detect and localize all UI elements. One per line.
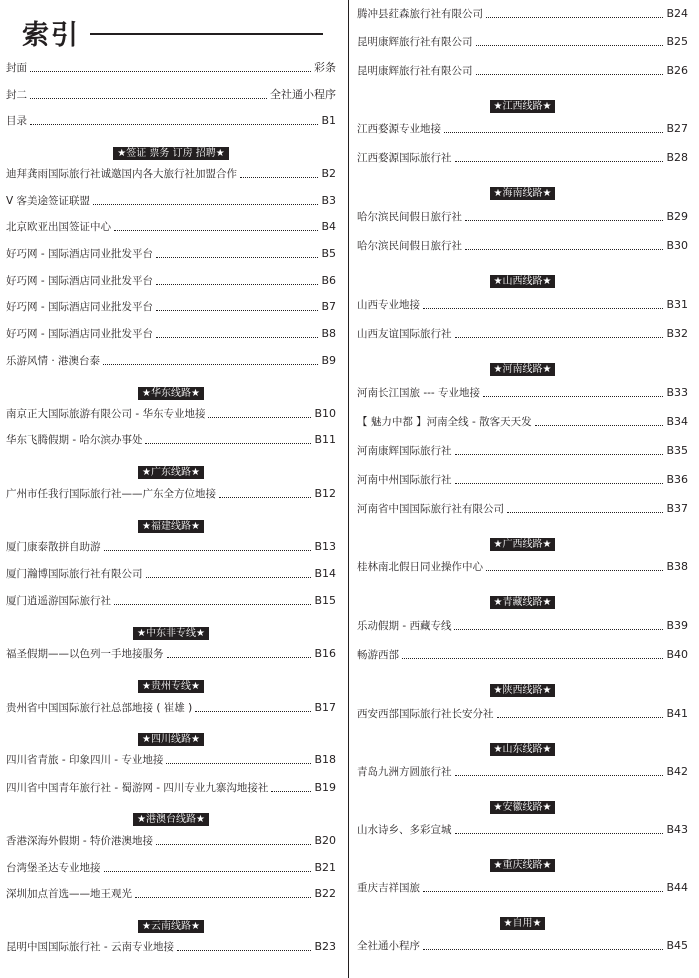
section-label: ★广西线路★ [490,538,556,551]
entry-title: 南京正大国际旅游有限公司 - 华东专业地接 [6,408,206,420]
entry-page: B29 [666,210,688,223]
section-label: ★华东线路★ [138,387,204,400]
entry-title: 厦门逍遥游国际旅行社 [6,595,111,607]
column-divider [348,0,349,978]
entry-title: 山西友谊国际旅行社 [357,328,452,340]
section-label: ★山东线路★ [490,743,556,756]
dot-leader [166,763,311,764]
index-entry[interactable] [357,554,688,574]
entry-page: B1 [321,114,336,127]
section-header [6,514,336,532]
section-header [6,807,336,825]
section-header [357,181,688,199]
entry-title: 河南康辉国际旅行社 [357,445,452,457]
entry-title: 昆明康辉旅行社有限公司 [357,36,473,48]
entry-title: 广州市任我行国际旅行社——广东全方位地接 [6,488,216,500]
entry-page: B42 [666,765,688,778]
dot-leader [30,98,267,99]
entry-page: B12 [314,487,336,500]
entry-page: B44 [666,881,688,894]
index-entry[interactable] [357,29,688,49]
index-entry[interactable] [6,855,336,875]
entry-page: B43 [666,823,688,836]
dot-leader [177,950,311,951]
index-entry[interactable] [357,438,688,458]
entry-page: B22 [314,887,336,900]
index-entry[interactable] [6,108,336,128]
section-header [357,532,688,550]
section-header [357,357,688,375]
section-header [6,621,336,639]
section-label: ★贵州专线★ [138,680,204,693]
entry-page: B31 [666,298,688,311]
dot-leader [103,364,318,365]
index-entry[interactable] [357,58,688,78]
entry-title: 西安西部国际旅行社长安分社 [357,708,494,720]
entry-page: B30 [666,239,688,252]
dot-leader [465,249,663,250]
dot-leader [104,871,312,872]
entry-title: 目录 [6,115,27,127]
entry-title: 畅游西部 [357,649,399,661]
index-entry[interactable] [357,116,688,136]
dot-leader [476,45,664,46]
section-label: ★签证 票务 订房 招聘★ [113,147,228,160]
index-entry[interactable] [357,613,688,633]
index-entry[interactable] [6,561,336,581]
dot-leader [240,177,318,178]
entry-title: 深圳加点首选——地王观光 [6,888,132,900]
dot-leader [454,629,663,630]
dot-leader [145,443,311,444]
entry-title: 河南中州国际旅行社 [357,474,452,486]
entry-title: 福圣假期——以色列一手地接服务 [6,648,164,660]
index-entry[interactable] [6,321,336,341]
dot-leader [486,570,663,571]
index-entry[interactable] [6,775,336,795]
index-entry[interactable] [6,188,336,208]
entry-page: B33 [666,386,688,399]
dot-leader [455,337,664,338]
index-entry[interactable] [357,933,688,953]
dot-leader [167,657,312,658]
dot-leader [156,337,318,338]
entry-title: 好巧网 - 国际酒店同业批发平台 [6,301,153,313]
entry-page: B34 [666,415,688,428]
entry-page: B18 [314,753,336,766]
dot-leader [156,284,318,285]
index-entry[interactable] [6,534,336,554]
entry-page: B14 [314,567,336,580]
section-label: ★重庆线路★ [490,859,556,872]
title-rule [90,33,323,35]
section-label: ★陕西线路★ [490,684,556,697]
dot-leader [444,132,663,133]
index-entry[interactable] [357,292,688,312]
dot-leader [146,577,312,578]
dot-leader [483,396,663,397]
dot-leader [497,717,664,718]
entry-page: B4 [321,220,336,233]
section-label: ★福建线路★ [138,520,204,533]
entry-page: B27 [666,122,688,135]
entry-title: 封二 [6,89,27,101]
entry-title: 山水诗乡、多彩宣城 [357,824,452,836]
entry-title: 哈尔滨民间假日旅行社 [357,211,462,223]
dot-leader [455,833,664,834]
entry-title: 昆明康辉旅行社有限公司 [357,65,473,77]
dot-leader [455,483,664,484]
section-label: ★四川线路★ [138,733,204,746]
index-entry[interactable] [6,294,336,314]
index-entry[interactable] [6,481,336,501]
entry-title: 四川省青旅 - 印象四川 - 专业地接 [6,754,164,766]
section-label: ★河南线路★ [490,363,556,376]
dot-leader [195,711,311,712]
entry-page: B45 [666,939,688,952]
dot-leader [535,425,664,426]
dot-leader [156,844,311,845]
section-header [357,678,688,696]
entry-title: 华东飞腾假期 - 哈尔滨办事处 [6,434,143,446]
entry-page: B24 [666,7,688,20]
index-entry[interactable] [357,233,688,253]
index-entry[interactable] [357,1,688,21]
entry-title: 腾冲县荭森旅行社有限公司 [357,8,483,20]
index-entry[interactable] [6,881,336,901]
entry-page: B25 [666,35,688,48]
section-label: ★海南线路★ [490,187,556,200]
entry-page: B26 [666,64,688,77]
index-entry[interactable] [6,588,336,608]
dot-leader [104,550,312,551]
section-header [357,737,688,755]
entry-page: B37 [666,502,688,515]
section-header [357,94,688,112]
section-header [6,674,336,692]
index-entry[interactable] [357,204,688,224]
section-header [6,727,336,745]
entry-page: B20 [314,834,336,847]
entry-title: 好巧网 - 国际酒店同业批发平台 [6,275,153,287]
dot-leader [465,220,663,221]
index-entry[interactable] [6,427,336,447]
entry-title: 桂林南北假日同业操作中心 [357,561,483,573]
index-entry[interactable] [6,268,336,288]
entry-title: 全社通小程序 [357,940,420,952]
entry-title: 河南长江国旅 --- 专业地接 [357,387,481,399]
section-label: ★中东非专线★ [133,627,209,640]
index-entry[interactable] [6,82,336,102]
dot-leader [476,74,664,75]
index-entry[interactable] [357,817,688,837]
section-label: ★江西线路★ [490,100,556,113]
entry-title: 四川省中国青年旅行社 - 蜀游网 - 四川专业九寨沟地接社 [6,782,269,794]
index-entry[interactable] [6,241,336,261]
dot-leader [219,497,311,498]
entry-title: 江西婺源国际旅行社 [357,152,452,164]
entry-page: B38 [666,560,688,573]
dot-leader [156,257,318,258]
entry-page: B23 [314,940,336,953]
index-entry[interactable] [6,641,336,661]
dot-leader [93,204,318,205]
entry-title: 河南省中国国际旅行社有限公司 [357,503,504,515]
entry-title: 乐动假期 - 西藏专线 [357,620,452,632]
entry-page: B10 [314,407,336,420]
index-entry[interactable] [6,214,336,234]
index-entry[interactable] [6,161,336,181]
dot-leader [30,124,318,125]
index-entry[interactable] [357,467,688,487]
index-entry[interactable] [6,695,336,715]
entry-page: B21 [314,861,336,874]
index-entry[interactable] [6,934,336,954]
entry-page: B19 [314,781,336,794]
index-entry[interactable] [357,759,688,779]
dot-leader [114,604,311,605]
entry-page: B6 [321,274,336,287]
entry-page: B15 [314,594,336,607]
index-entry[interactable] [357,145,688,165]
entry-page: B35 [666,444,688,457]
entry-page: B5 [321,247,336,260]
entry-title: 青岛九洲方圆旅行社 [357,766,452,778]
index-entry[interactable] [6,348,336,368]
entry-title: 台湾堡圣达专业地接 [6,862,101,874]
entry-title: 重庆吉祥国旅 [357,882,420,894]
entry-page: B8 [321,327,336,340]
section-header [357,911,688,929]
section-label: ★自用★ [500,917,546,930]
index-entry[interactable] [6,828,336,848]
entry-page: B11 [314,433,336,446]
entry-page: B39 [666,619,688,632]
entry-page: B3 [321,194,336,207]
section-header [6,141,336,159]
entry-title: 昆明中国国际旅行社 - 云南专业地接 [6,941,174,953]
section-label: ★山西线路★ [490,275,556,288]
entry-page: B40 [666,648,688,661]
section-header [357,269,688,287]
entry-page: B32 [666,327,688,340]
section-label: ★青藏线路★ [490,596,556,609]
entry-title: 厦门康泰散拼自助游 [6,541,101,553]
index-entry[interactable] [357,496,688,516]
entry-page: 彩条 [314,61,336,74]
entry-page: B17 [314,701,336,714]
entry-page: B7 [321,300,336,313]
index-entry[interactable] [357,409,688,429]
index-entry[interactable] [357,642,688,662]
entry-page: 全社通小程序 [270,88,336,101]
section-label: ★广东线路★ [138,466,204,479]
page-title: 索引 [22,19,80,51]
dot-leader [423,308,663,309]
entry-title: 好巧网 - 国际酒店同业批发平台 [6,248,153,260]
section-label: ★云南线路★ [138,920,204,933]
entry-page: B2 [321,167,336,180]
entry-title: 乐游风情 · 港澳台泰 [6,355,101,367]
section-header [357,590,688,608]
index-entry[interactable] [357,875,688,895]
entry-title: 【 魅力中都 】河南全线 - 散客天天发 [357,416,532,428]
entry-page: B13 [314,540,336,553]
section-header [6,914,336,932]
section-header [357,795,688,813]
dot-leader [423,949,663,950]
entry-page: B28 [666,151,688,164]
index-header [22,12,323,52]
entry-title: 江西婺源专业地接 [357,123,441,135]
dot-leader [423,891,663,892]
index-entry[interactable] [6,401,336,421]
dot-leader [455,454,664,455]
entry-title: 北京欧亚出国签证中心 [6,221,111,233]
entry-title: 迪拜龚雨国际旅行社诚邀国内各大旅行社加盟合作 [6,168,237,180]
index-entry[interactable] [6,747,336,767]
dot-leader [156,310,318,311]
entry-page: B16 [314,647,336,660]
index-entry[interactable] [357,701,688,721]
entry-title: 厦门瀚博国际旅行社有限公司 [6,568,143,580]
dot-leader [271,791,311,792]
entry-title: V 客美途签证联盟 [6,195,91,207]
entry-page: B41 [666,707,688,720]
dot-leader [114,230,318,231]
entry-title: 封面 [6,62,27,74]
entry-page: B36 [666,473,688,486]
index-entry[interactable] [357,380,688,400]
dot-leader [30,71,311,72]
dot-leader [455,161,664,162]
dot-leader [455,775,664,776]
entry-title: 贵州省中国国际旅行社总部地接 ( 崔雄 ) [6,702,193,714]
entry-title: 香港深海外假期 - 特价港澳地接 [6,835,153,847]
entry-title: 好巧网 - 国际酒店同业批发平台 [6,328,153,340]
entry-title: 哈尔滨民间假日旅行社 [357,240,462,252]
index-entry[interactable] [357,321,688,341]
dot-leader [507,512,663,513]
entry-title: 山西专业地接 [357,299,420,311]
section-label: ★安徽线路★ [490,801,556,814]
dot-leader [486,17,663,18]
section-header [6,381,336,399]
dot-leader [208,417,311,418]
section-label: ★港澳台线路★ [133,813,209,826]
entry-page: B9 [321,354,336,367]
dot-leader [135,897,311,898]
section-header [6,460,336,478]
index-entry[interactable] [6,55,336,75]
section-header [357,853,688,871]
dot-leader [402,658,663,659]
